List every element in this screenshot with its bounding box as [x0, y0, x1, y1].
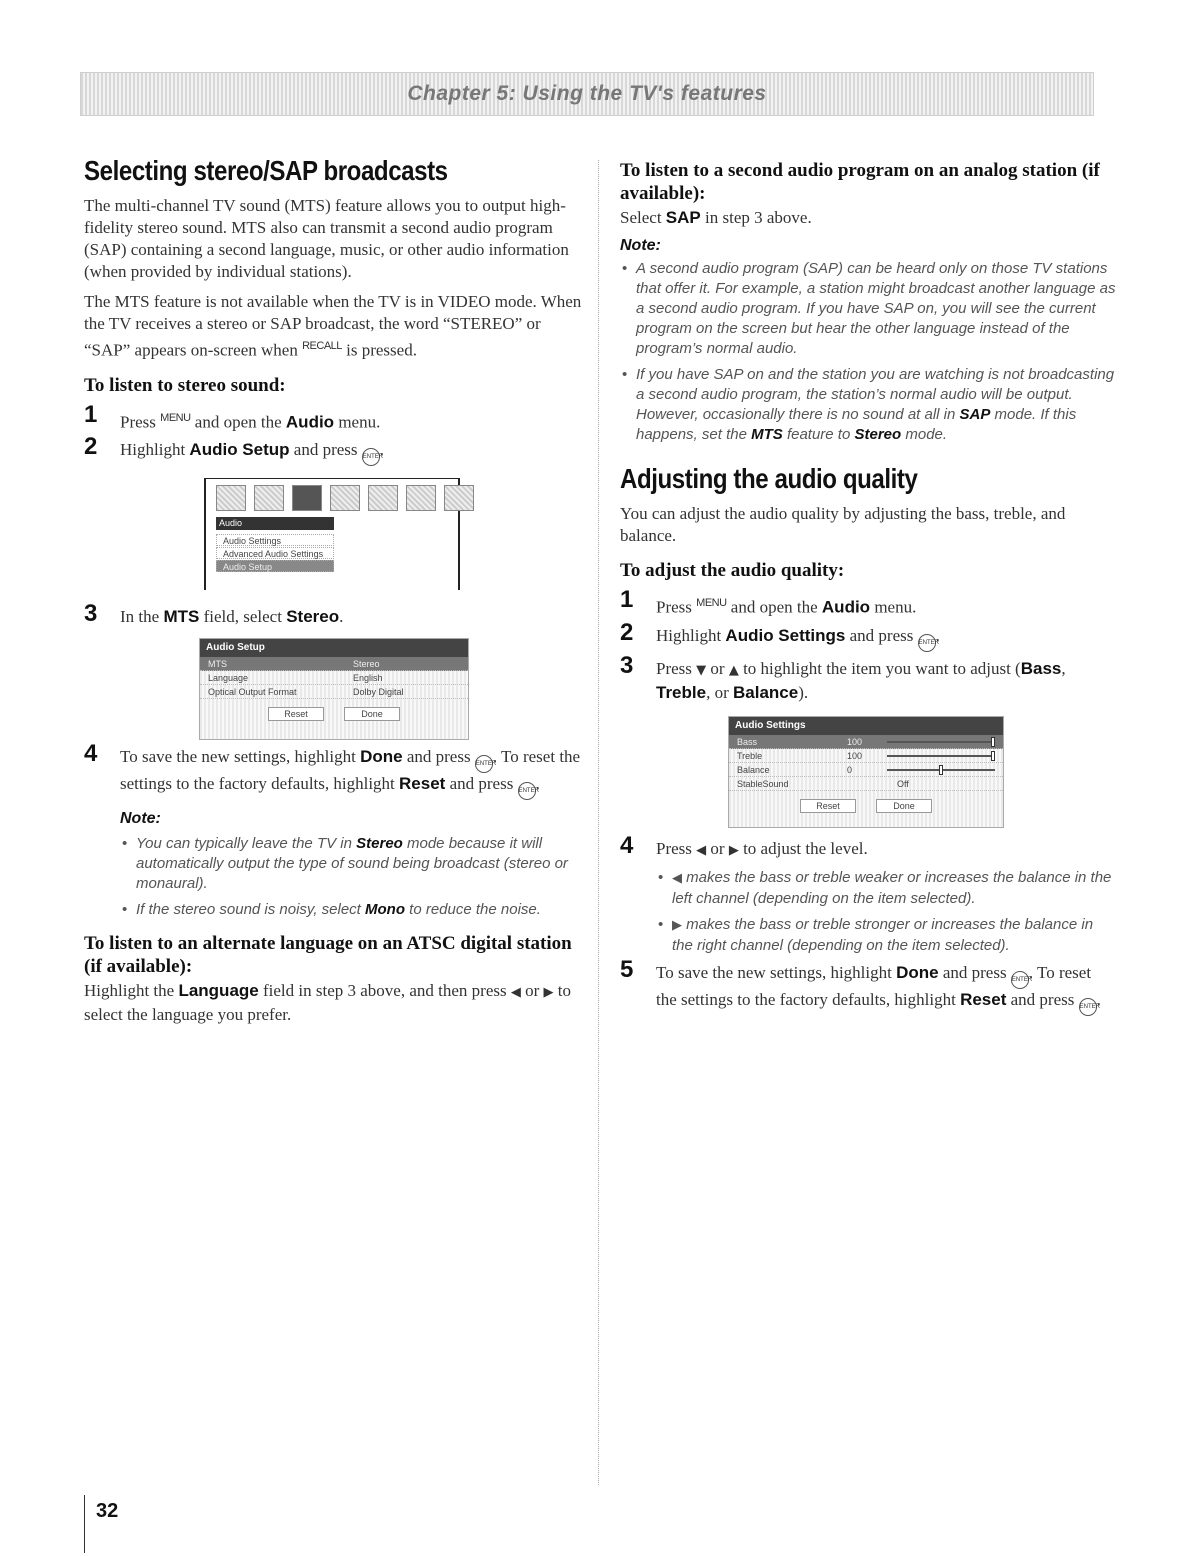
step-1: 1 Press $^{MENU}$ and open the Audio menu.: [84, 400, 381, 432]
chapter-title: Chapter 5: Using the TV's features: [407, 82, 767, 105]
note-item: • If you have SAP on and the station you are watching is not broadcasting a second audio program, the station’s normal audio will be output. However, occasionally there is no sound at all in SAP mode. If this happens, set the MTS feature to Stereo mode.: [620, 365, 1116, 445]
note-item: • A second audio program (SAP) can be heard only on those TV stations that offer it. For example, a station might broadcast another language as a second audio program. If you have SAP on, you will see the current program on the screen but hear the other language instead of the program’s normal audio.: [620, 259, 1116, 359]
enter-icon: ENTER: [918, 634, 936, 652]
step-3: 3 Press ▼ or ▲ to highlight the item you want to adjust (Bass, Treble, or Balance).: [620, 651, 1066, 702]
audio-setup-screenshot: Audio Setup MTS Stereo Language English Optical Output Format Dolby Digital Reset Done: [199, 638, 469, 740]
note-list: [120, 834, 582, 920]
section-title-audio-quality: Adjusting the audio quality: [620, 463, 918, 494]
enter-icon: ENTER: [362, 448, 380, 466]
note-label: Note:: [120, 810, 161, 828]
sap-paragraph: Select SAP in step 3 above.: [620, 208, 812, 227]
recall-icon: RECALL: [302, 340, 342, 352]
step-3: 3 In the MTS field, select Stereo.: [84, 600, 344, 628]
page-number-rule: [84, 1495, 85, 1553]
heading-second-audio: To listen to a second audio program on an analog station (if available):: [620, 160, 1100, 204]
audio-menu-screenshot: Audio Audio Settings Advanced Audio Settings Audio Setup: [204, 478, 460, 590]
heading-stereo-sound: To listen to stereo sound:: [84, 374, 286, 396]
heading-adjust-audio: To adjust the audio quality:: [620, 560, 845, 581]
bullet-item: • ▶ makes the bass or treble stronger or increases the balance in the right channel (depending on the item selected).: [656, 915, 1116, 956]
step-2: 2 Highlight Audio Settings and press ENTER.: [620, 625, 1116, 652]
note-label: Note:: [620, 237, 661, 254]
chapter-header: [80, 72, 1094, 116]
intro-paragraph: The multi-channel TV sound (MTS) feature allows you to output high-fidelity stereo sound. MTS also can transmit a second audio program (SAP) containing a second language, music, or other audio information (when provided by individual stations).: [84, 196, 569, 281]
audio-settings-screenshot: Audio Settings Bass 100 Treble 100 Balance 0 StableSound Off Reset Done: [728, 716, 1004, 828]
left-column: [84, 155, 582, 1034]
menu-icon: MENU: [160, 411, 191, 424]
note-item: • You can typically leave the TV in Stereo mode because it will automatically output the type of sound being broadcast (stereo or monaural).: [120, 834, 582, 894]
right-column: [620, 155, 1116, 1022]
section-title-stereo-sap: Selecting stereo/SAP broadcasts: [84, 155, 448, 186]
step-4: 4 Press ◀ or ▶ to adjust the level. • ◀ makes the bass or treble weaker or increases the balance in the left channel (depending on the item selected). • ▶ makes the bass or treble stronger or increases the balance in the right channel (depending on the item selected).: [620, 838, 1116, 956]
audio-quality-intro: You can adjust the audio quality by adjusting the bass, treble, and balance.: [620, 504, 1066, 545]
mts-paragraph: The MTS feature is not available when the TV is in VIDEO mode. When the TV receives a stereo or SAP broadcast, the word “STEREO” or “SAP” appears on-screen when $^{RECALL}$ is pressed.: [84, 292, 582, 360]
note-item: • If the stereo sound is noisy, select Mono to reduce the noise.: [120, 900, 582, 920]
menu-icon: MENU: [696, 597, 727, 609]
bullet-item: • ◀ makes the bass or treble weaker or increases the balance in the left channel (depending on the item selected).: [656, 868, 1116, 909]
alternate-language-paragraph: Highlight the Language field in step 3 above, and then press ◀ or ▶ to select the language you prefer.: [84, 981, 572, 1025]
step-4: 4 To save the new settings, highlight Done and press ENTER. To reset the settings to the factory defaults, highlight Reset and press ENTER. Note: • You can typically leave the TV in Stereo mode because it will automatically output the type of sound being broadcast (stereo or monaural). • If the stereo sound is noisy, select Mono to reduce the noise.: [84, 746, 582, 920]
step-1: 1 Press $^{MENU}$ and open the Audio menu.: [620, 586, 917, 617]
column-divider: [598, 160, 599, 1485]
note-list: [620, 259, 1116, 445]
page-number: 32: [96, 1500, 119, 1522]
step-2: 2 Highlight Audio Setup and press ENTER.: [84, 439, 582, 466]
step-5: 5 To save the new settings, highlight Done and press ENTER. To reset the settings to the factory defaults, highlight Reset and press ENTER.: [620, 962, 1116, 1016]
bullet-list: [656, 868, 1116, 956]
heading-alternate-language: To listen to an alternate language on an ATSC digital station (if available):: [84, 933, 572, 978]
